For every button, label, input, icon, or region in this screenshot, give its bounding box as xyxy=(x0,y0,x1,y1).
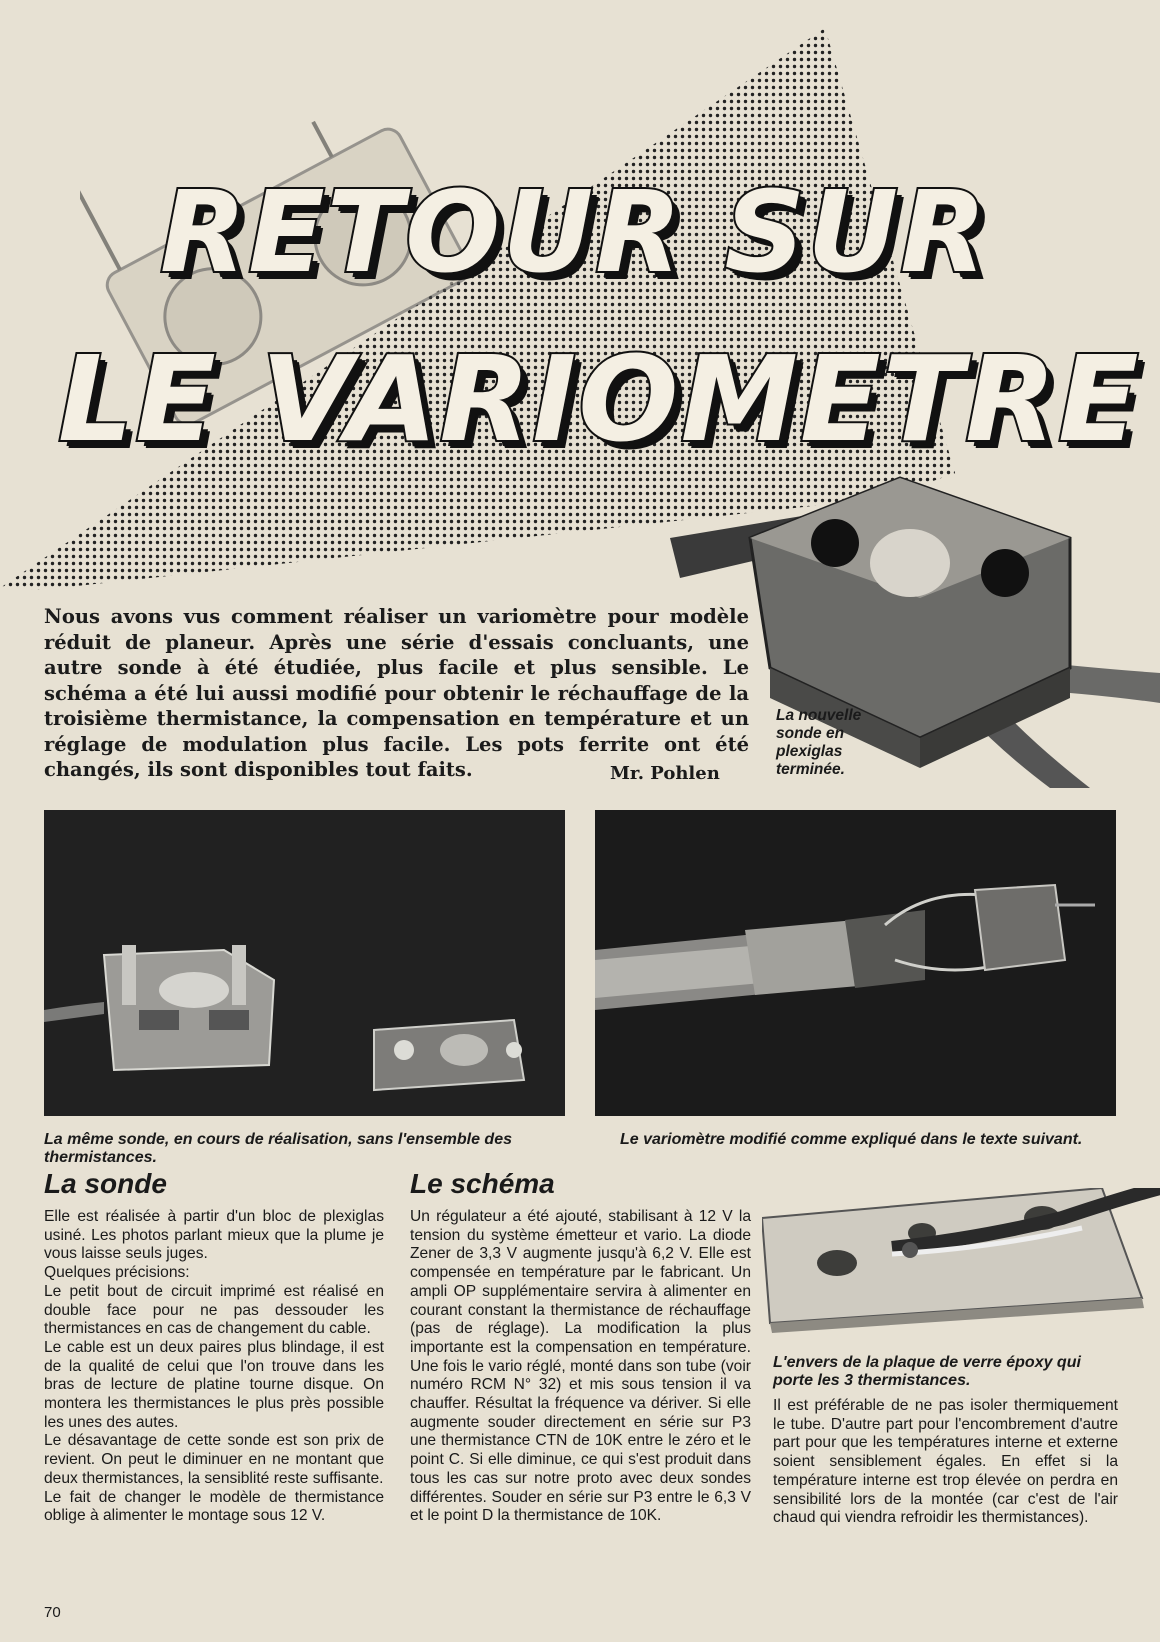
sonde-paragraph: Le fait de changer le modèle de thermistance oblige à alimenter le montage sous 12 V. xyxy=(44,1488,384,1525)
right-photo xyxy=(595,810,1116,1116)
right-paragraph: Il est préférable de ne pas isoler thermiquement le tube. D'autre part pour l'encombrement d'autre part pour que les températures interne et externe soient sensiblement égales. En effet si la température interne est trop élevée on perdra en sensibilité lors de la montée (car c'est de l'air chaud qui viendra refroidir les thermistances). xyxy=(773,1397,1118,1527)
author: Mr. Pohlen xyxy=(610,763,720,784)
heading-la-sonde: La sonde xyxy=(44,1168,167,1199)
column-le-schema xyxy=(410,1208,751,1526)
left-photo xyxy=(44,810,565,1116)
caption-probe-photo: La nouvelle sonde en plexiglas terminée. xyxy=(776,707,862,778)
schema-paragraph: Un régulateur a été ajouté, stabilisant à 12 V la tension du système émetteur et vario. La diode Zener de 3,3 V augmente jusqu'à 6,2 V. Elle est compensée en température par le fabricant. Un ampli OP supplémentaire servira à alimenter en courant constant la thermistance de réchauffage (pas de réglage). La modification la plus importante est la compensation en température. Une fois le vario réglé, monté dans son tube (voir numéro RCM N° 32) et mis sous tension il va chauffer. Résultat la fréquence va dériver. Si elle augmente souder directement en série sur P3 une thermistance CTN de 10K entre le zéro et le point C. Si elle diminue, ce qui s'est produit dans tous les cas sur notre proto avec deux sondes différentes. Souder en série sur P3 entre le 6,3 V et le point D la thermistance de 10K. xyxy=(410,1208,751,1525)
heading-le-schema: Le schéma xyxy=(410,1168,555,1199)
sonde-paragraph: Quelques précisions: xyxy=(44,1264,190,1282)
caption-plate-photo: L'envers de la plaque de verre époxy qui porte les 3 thermistances. xyxy=(773,1354,1081,1389)
sonde-paragraph: Elle est réalisée à partir d'un bloc de plexiglas usiné. Les photos parlant mieux que la plume je vous laisse seuls juges. xyxy=(44,1208,384,1263)
page-number: 70 xyxy=(44,1604,61,1621)
column-la-sonde xyxy=(44,1208,384,1526)
title-line-1: RETOUR SUR xyxy=(160,168,989,298)
sonde-paragraph: Le petit bout de circuit imprimé est réalisé en double face pour ne pas dessouder les thermistances en cas de changement du cable. xyxy=(44,1282,384,1338)
plate-photo xyxy=(762,1188,1160,1344)
column-right xyxy=(773,1397,1118,1528)
intro-paragraph: Nous avons vus comment réaliser un variomètre pour modèle réduit de planeur. Après une série d'essais concluants, une autre sonde à été étudiée, plus facile et plus sensible. Le schéma a été lui aussi modifié pour obtenir le réchauffage de la troisième thermistance, la compensation en température et un réglage de modulation plus facile. Les pots ferrite ont été changés, ils sont disponibles tout faits. xyxy=(44,605,749,781)
caption-right-photo: Le variomètre modifié comme expliqué dans le texte suivant. xyxy=(620,1131,1083,1148)
sonde-paragraph: Le cable est un deux paires plus blindage, il est de la qualité de celui que l'on trouve dans les bras de lecture de platine tourne disque. On montera les thermistances le plus près possible les unes des autes. xyxy=(44,1338,384,1431)
sonde-paragraph: Le désavantage de cette sonde est son prix de revient. On peut le diminuer en ne montant que deux thermistances, la sensiblité reste suffisante. xyxy=(44,1432,384,1487)
title-line-2: LE VARIOMETRE xyxy=(58,330,1141,468)
caption-left-photo: La même sonde, en cours de réalisation, sans l'ensemble des thermistances. xyxy=(44,1131,512,1166)
